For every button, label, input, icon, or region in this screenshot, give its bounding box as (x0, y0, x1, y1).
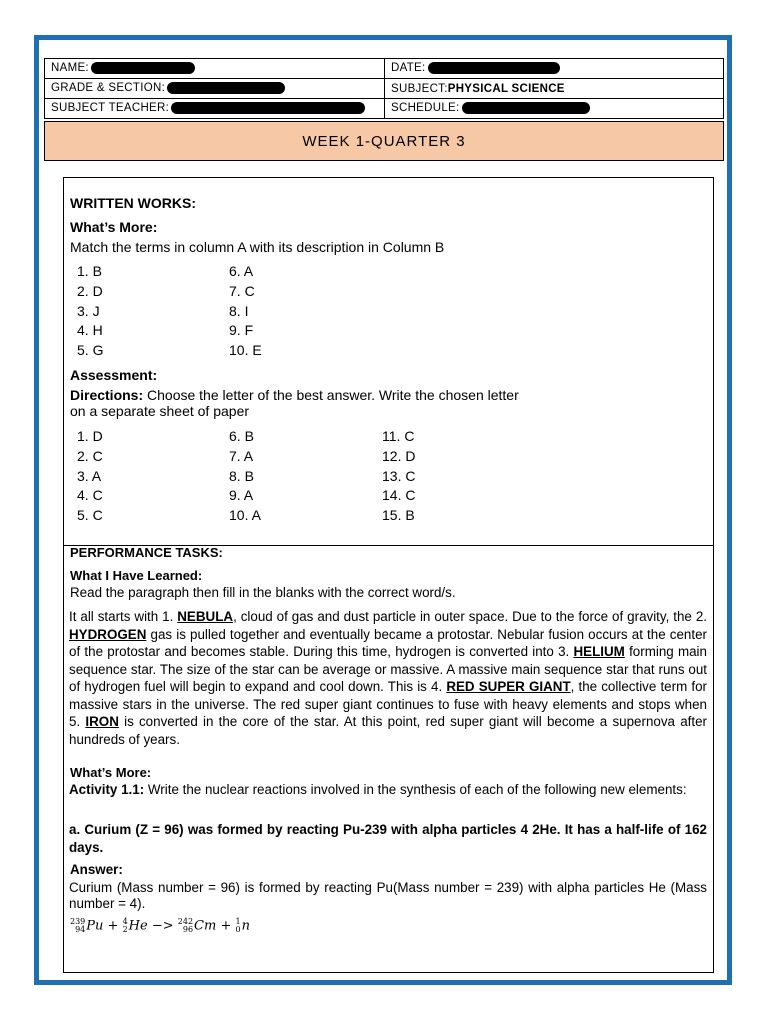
list-item: 2. C (77, 447, 103, 464)
list-item: 14. C (382, 487, 416, 504)
isotope-cm (178, 918, 193, 934)
paragraph-text: , the collective term for massive stars in the universe. The red super giant continues to fuse with heavy elements and stops when 5. (69, 679, 707, 729)
paragraph-text: forming main sequence star. The size of the star can be average or massive. A massive main sequence star that runs out of hydrogen fuel will begin to expand and cool down. This is 4. (69, 644, 707, 694)
list-item: 13. C (382, 467, 416, 484)
plus-sign: + (216, 918, 236, 934)
answer-5: IRON (85, 714, 119, 729)
list-item: 2. D (77, 282, 103, 299)
redacted-grade (167, 82, 285, 94)
assessment-heading: Assessment: (70, 367, 158, 383)
list-item: 6. B (229, 428, 254, 444)
list-item: 12. D (382, 447, 416, 464)
isotope-n (236, 918, 241, 934)
header-table (44, 58, 724, 119)
mass-number: 239 (70, 917, 86, 926)
directions-text-2: on a separate sheet of paper (70, 403, 250, 419)
list-item: 4. C (77, 487, 103, 504)
isotope-he (123, 918, 128, 934)
directions (70, 387, 519, 403)
activity-instruction: Write the nuclear reactions involved in the synthesis of each of the following new elements: (144, 782, 687, 797)
answer-text: Curium (Mass number = 96) is formed by reacting Pu(Mass number = 239) with alpha particles He (Mass number = 4). (69, 880, 707, 911)
atomic-number: 2 (122, 925, 128, 934)
performance-heading: PERFORMANCE TASKS: (70, 545, 223, 560)
grade-label: GRADE & SECTION: (51, 82, 166, 95)
learned-heading: What I Have Learned: (70, 568, 203, 583)
atomic-number: 94 (75, 925, 86, 934)
match-column-1 (77, 262, 103, 361)
paragraph-text: , cloud of gas and dust particle in outer space. Due to the force of gravity, the 2. (233, 609, 707, 624)
paragraph-text: is converted in the core of the star. At this point, red super giant will become a supernova after hundreds of years. (69, 714, 707, 747)
answer-4: RED SUPER GIANT (446, 679, 571, 694)
arrow: −> (147, 918, 178, 934)
schedule-label: SCHEDULE: (391, 102, 460, 115)
teacher-cell (45, 99, 385, 119)
grade-cell (45, 79, 385, 99)
learned-instruction: Read the paragraph then fill in the blanks with the correct word/s. (70, 585, 456, 600)
mass-number: 1 (235, 917, 241, 926)
directions-text: Choose the letter of the best answer. Write the chosen letter (143, 387, 519, 403)
question-a: a. Curium (Z = 96) was formed by reacting Pu-239 with alpha particles 4 2He. It has a half-life of 162 days. (69, 822, 707, 855)
list-item: 10. E (229, 342, 262, 359)
list-item: 1. B (77, 263, 102, 279)
mass-number: 242 (177, 917, 194, 926)
activity-text (69, 782, 707, 798)
match-column-2 (229, 262, 262, 361)
paragraph-text: It all starts with 1. (69, 609, 178, 624)
list-item: 9. A (229, 487, 254, 504)
week-title: WEEK 1-QUARTER 3 (44, 121, 724, 161)
directions-label: Directions: (70, 387, 144, 403)
subject-label: SUBJECT: (391, 82, 448, 95)
list-item: 5. C (77, 507, 103, 524)
list-item: 11. C (382, 428, 415, 444)
date-label: DATE: (391, 62, 426, 75)
redacted-teacher (171, 102, 365, 114)
subject-value: PHYSICAL SCIENCE (447, 82, 565, 95)
whats-more-heading: What’s More: (70, 219, 158, 235)
list-item: 7. A (229, 447, 254, 464)
written-heading: WRITTEN WORKS: (70, 195, 196, 211)
paragraph-text: gas is pulled together and eventually became a protostar. Nebular fusion occurs at the center of the protostar and becomes stable. During this time, hydrogen is converted into 3. (69, 626, 707, 659)
list-item: 15. B (382, 507, 415, 524)
list-item: 10. A (229, 507, 261, 524)
list-item: 9. F (229, 322, 254, 339)
list-item: 7. C (229, 282, 255, 299)
element-symbol: He (128, 918, 148, 934)
answer-heading: Answer: (70, 862, 123, 877)
assessment-column-3 (382, 427, 415, 526)
plus-sign: + (103, 918, 123, 934)
whats-more-heading-2: What’s More: (70, 765, 152, 780)
activity-label: Activity 1.1: (69, 782, 145, 797)
element-symbol: Pu (86, 918, 104, 934)
list-item: 6. A (229, 263, 254, 279)
list-item: 3. A (77, 467, 102, 484)
atomic-number: 0 (235, 925, 241, 934)
element-symbol: Cm (194, 918, 217, 934)
answer-3: HELIUM (573, 644, 625, 659)
mass-number: 4 (122, 917, 128, 926)
list-item: 1. D (77, 428, 103, 444)
answer-2: HYDROGEN (69, 626, 147, 642)
nuclear-equation (70, 918, 250, 934)
name-label: NAME: (51, 62, 89, 75)
assessment-column-1 (77, 427, 103, 526)
list-item: 5. G (77, 342, 104, 359)
fill-in-paragraph (69, 608, 707, 748)
date-cell (385, 59, 724, 79)
element-symbol: n (241, 918, 250, 934)
list-item: 8. B (229, 467, 254, 484)
redacted-date (428, 62, 560, 74)
redacted-schedule (462, 102, 590, 114)
atomic-number: 96 (182, 925, 194, 934)
name-cell (45, 59, 385, 79)
match-instruction: Match the terms in column A with its description in Column B (70, 239, 445, 255)
schedule-cell (385, 99, 724, 119)
assessment-column-2 (229, 427, 261, 526)
list-item: 3. J (77, 302, 100, 319)
list-item: 8. I (229, 302, 249, 319)
subject-cell (385, 79, 724, 99)
isotope-pu (70, 918, 85, 934)
list-item: 4. H (77, 322, 103, 339)
teacher-label: SUBJECT TEACHER: (51, 102, 170, 115)
redacted-name (91, 62, 195, 74)
answer-1: NEBULA (177, 609, 234, 624)
